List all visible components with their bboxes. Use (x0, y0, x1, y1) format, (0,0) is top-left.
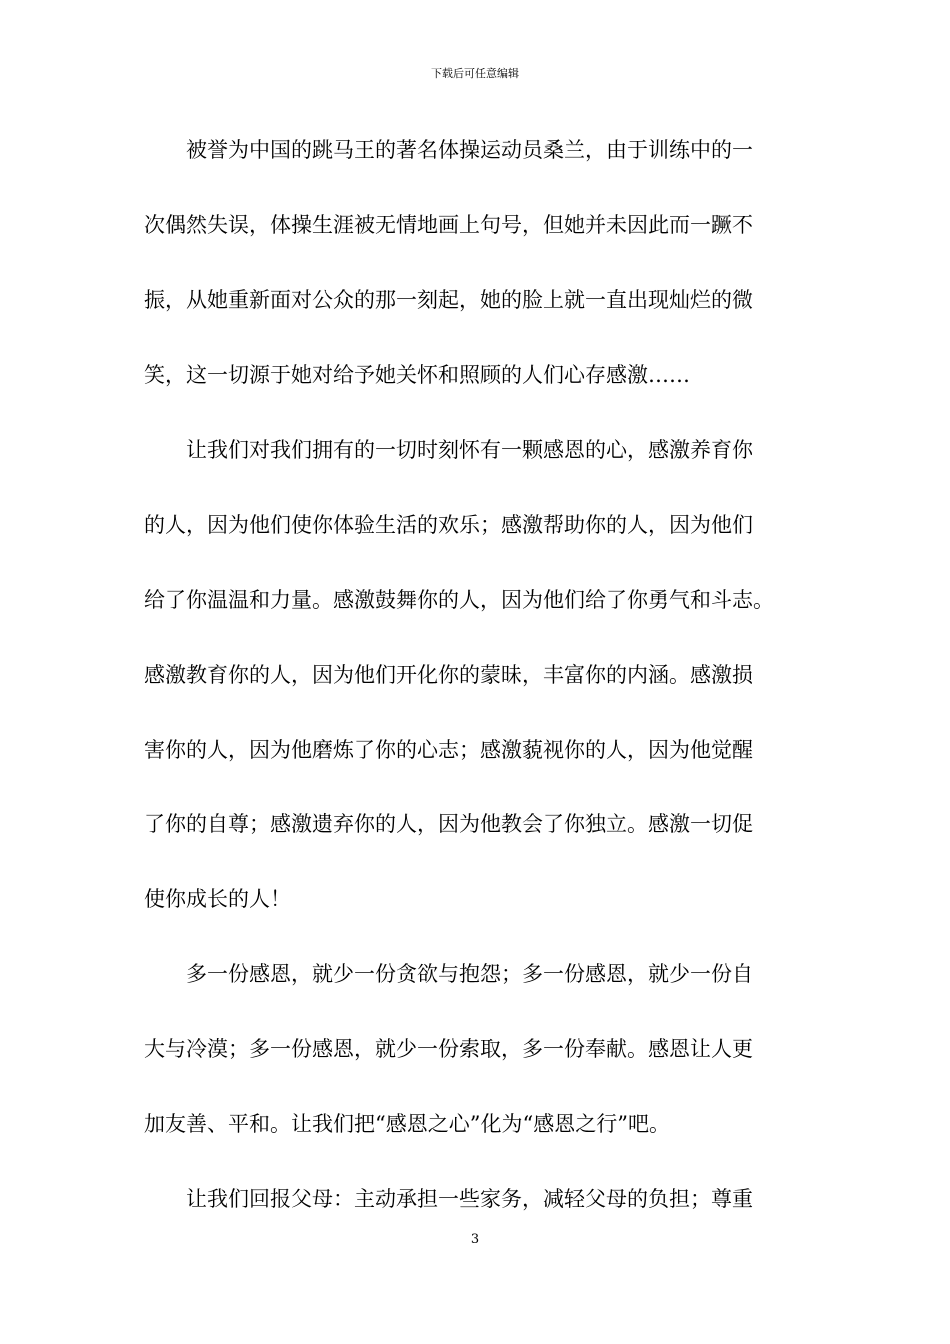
body-line: 多一份感恩，就少一份贪欲与抱怨；多一份感恩，就少一份自 (144, 962, 753, 986)
body-line: 了你的自尊；感激遗弃你的人，因为他教会了你独立。感激一切促 (144, 812, 753, 836)
body-line: 笑，这一切源于她对给予她关怀和照顾的人们心存感激…… (144, 363, 690, 387)
body-line: 让我们回报父母：主动承担一些家务，减轻父母的负担；尊重 (144, 1187, 753, 1211)
page-header: 下载后可任意编辑 (431, 67, 519, 80)
body-line: 感激教育你的人，因为他们开化你的蒙昧，丰富你的内涵。感激损 (144, 663, 753, 687)
body-line: 使你成长的人！ (144, 887, 291, 911)
body-line: 给了你温温和力量。感激鼓舞你的人，因为他们给了你勇气和斗志。 (144, 588, 774, 612)
body-line: 次偶然失误，体操生涯被无情地画上句号，但她并未因此而一蹶不 (144, 213, 753, 237)
body-line: 害你的人，因为他磨炼了你的心志；感激藐视你的人，因为他觉醒 (144, 738, 753, 762)
body-line: 加友善、平和。让我们把“感恩之心”化为“感恩之行”吧。 (144, 1112, 670, 1136)
body-line: 大与冷漠；多一份感恩，就少一份索取，多一份奉献。感恩让人更 (144, 1037, 753, 1061)
body-line: 振，从她重新面对公众的那一刻起，她的脸上就一直出现灿烂的微 (144, 288, 753, 312)
body-line: 让我们对我们拥有的一切时刻怀有一颗感恩的心，感激养育你 (144, 438, 753, 462)
page-number: 3 (470, 1232, 480, 1247)
body-line: 的人，因为他们使你体验生活的欢乐；感激帮助你的人，因为他们 (144, 513, 753, 537)
body-line: 被誉为中国的跳马王的著名体操运动员桑兰，由于训练中的一 (144, 138, 753, 162)
